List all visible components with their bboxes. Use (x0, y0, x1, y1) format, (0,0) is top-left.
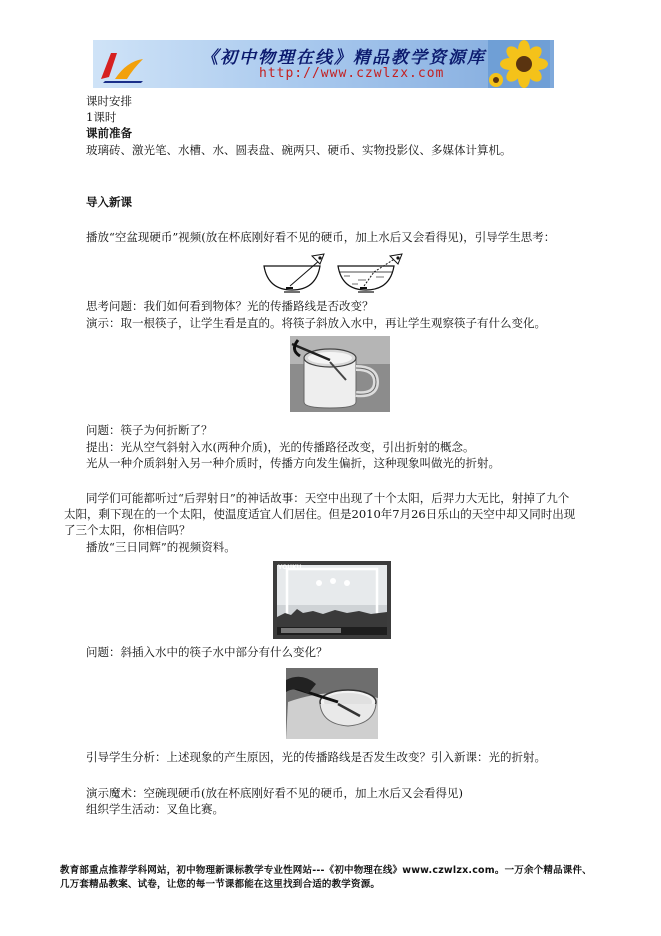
question-seeing: 思考问题：我们如何看到物体？光的传播路线是否改变？ (86, 299, 374, 313)
sunflower-icon (488, 40, 550, 88)
three-suns-video-frame (273, 561, 391, 639)
demo-chopstick: 演示：取一根筷子，让学生看是直的。将筷子斜放入水中，再让学生观察筷子有什么变化。 (86, 316, 546, 330)
intro-heading: 导入新课 (86, 195, 132, 209)
three-suns-video-text: 播放“三日同辉”的视频资料。 (86, 540, 236, 554)
story-line-1: 同学们可能都听过“后羿射日”的神话故事：天空中出现了十个太阳，后羿力大无比，射掉了九个 (86, 491, 570, 505)
bowl-chopstick-photo (286, 668, 378, 739)
magic-demo: 演示魔术：空碗现硬币(放在杯底刚好看不见的硬币，加上水后又会看得见) (86, 786, 463, 800)
guide-analysis: 引导学生分析：上述现象的产生原因，光的传播路线是否发生改变？引入新课：光的折射。 (86, 750, 546, 764)
refraction-definition: 光从一种介质斜射入另一种介质时，传播方向发生偏折，这种现象叫做光的折射。 (86, 456, 500, 470)
schedule-value: 1课时 (86, 110, 117, 124)
site-banner (93, 40, 554, 88)
footer-line-1: 教育部重点推荐学科网站，初中物理新课标教学专业性网站---《初中物理在线》www.czwlzx.com。一万余个精品课件、 (60, 865, 592, 876)
story-line-2: 太阳，剩下现在的一个太阳，使温度适宜人们居住。但是2010年7月26日乐山的天空中却又同时出现 (64, 507, 576, 521)
banner-title: 《初中物理在线》精品教学资源库 (201, 48, 486, 68)
question-chopstick-water: 问题：斜插入水中的筷子水中部分有什么变化？ (86, 645, 328, 659)
site-logo-icon (97, 43, 151, 85)
mug-chopstick-photo (290, 336, 390, 412)
refraction-intro: 提出：光从空气斜射入水(两种介质)，光的传播路径改变，引出折射的概念。 (86, 440, 475, 454)
student-activity: 组织学生活动：叉鱼比赛。 (86, 802, 224, 816)
prep-materials: 玻璃砖、激光笔、水槽、水、圆表盘、碗两只、硬币、实物投影仪、多媒体计算机。 (86, 143, 512, 157)
bowls-coin-diagram (258, 250, 410, 294)
banner-url[interactable]: http://www.czwlzx.com (259, 66, 445, 81)
intro-video-text: 播放“空盆现硬币”视频(放在杯底刚好看不见的硬币，加上水后又会看得见)，引导学生思考： (86, 230, 556, 244)
footer-line-2: 几万套精品教案、试卷，让您的每一节课都能在这里找到合适的教学资源。 (60, 879, 381, 890)
story-line-3: 了三个太阳，你相信吗？ (64, 523, 191, 537)
question-broken: 问题：筷子为何折断了？ (86, 423, 213, 437)
prep-heading: 课前准备 (86, 126, 132, 140)
schedule-heading: 课时安排 (86, 94, 132, 108)
youku-logo: YOUKU (278, 564, 302, 571)
